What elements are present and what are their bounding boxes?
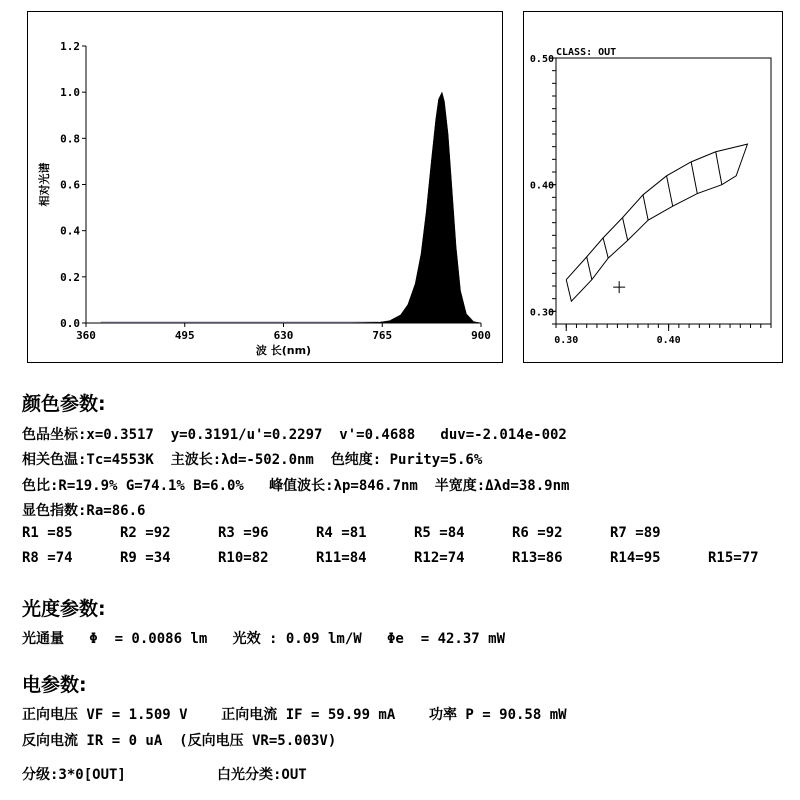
cie-x-tick-label: 0.30 — [554, 335, 579, 346]
spectrum-chart-panel — [27, 11, 503, 363]
cie-bin-divider — [623, 218, 628, 241]
cie-y-tick-label: 0.30 — [529, 307, 554, 319]
r-value-cell: R13=86 — [512, 550, 563, 566]
cct-line: 相关色温:Tc=4553K 主波长:λd=-502.0nm 色纯度: Purity=5.6% — [22, 452, 483, 468]
luminous-flux-line: 光通量 Φ = 0.0086 lm 光效 : 0.09 lm/W Φe = 42.37 mW — [22, 631, 506, 647]
photometric-title: 光度参数: — [22, 598, 106, 620]
cie-bin-region — [566, 144, 747, 301]
spectrum-chart — [28, 12, 502, 362]
cie-bin-divider — [603, 238, 608, 258]
r-value-cell: R10=82 — [218, 550, 269, 566]
reverse-line: 反向电流 IR = 0 uA (反向电压 VR=5.003V) — [22, 733, 337, 749]
cie-bin-divider — [587, 257, 592, 280]
x-tick-label: 360 — [76, 329, 96, 342]
x-axis-label: 波 长(nm) — [255, 344, 312, 357]
r-value-cell: R9 =34 — [120, 550, 171, 566]
color-ratio-line: 色比:R=19.9% G=74.1% B=6.0% 峰值波长:λp=846.7nm 半宽度:Δλd=38.9nm — [22, 478, 570, 494]
r-value-cell: R7 =89 — [610, 525, 661, 541]
r-value-cell: R11=84 — [316, 550, 367, 566]
r-value-cell: R2 =92 — [120, 525, 171, 541]
r-value-cell: R1 =85 — [22, 525, 73, 541]
r-value-cell: R8 =74 — [22, 550, 73, 566]
cie-bin-divider — [643, 195, 648, 220]
y-axis-label: 相对光谱 — [38, 162, 51, 207]
spectrum-area — [86, 92, 481, 323]
r-value-cell: R5 =84 — [414, 525, 465, 541]
r-value-cell: R6 =92 — [512, 525, 563, 541]
cri-line: 显色指数:Ra=86.6 — [22, 503, 146, 519]
y-tick-label: 0.6 — [60, 178, 80, 192]
y-tick-label: 0.8 — [60, 132, 80, 146]
y-tick-label: 0.4 — [60, 224, 80, 238]
r-value-cell: R15=77 — [708, 550, 759, 566]
x-tick-label: 630 — [273, 329, 294, 342]
cie-x-tick-label: 0.40 — [656, 335, 681, 346]
r-value-cell: R14=95 — [610, 550, 661, 566]
r-value-cell: R12=74 — [414, 550, 465, 566]
white-class-value: 白光分类:OUT — [217, 767, 307, 783]
cie-class-title: CLASS: OUT — [556, 47, 617, 58]
color-params-title: 颜色参数: — [22, 393, 106, 415]
y-tick-label: 0.0 — [60, 317, 80, 330]
y-tick-label: 1.0 — [60, 86, 80, 100]
chromaticity-line: 色品坐标:x=0.3517 y=0.3191/u'=0.2297 v'=0.4688 duv=-2.014e-002 — [22, 427, 567, 443]
cie-chart-panel — [523, 11, 783, 363]
cie-chart — [524, 12, 782, 362]
forward-line: 正向电压 VF = 1.509 V 正向电流 IF = 59.99 mA 功率 P = 90.58 mW — [22, 707, 567, 723]
cie-y-tick-label: 0.50 — [529, 54, 554, 65]
x-tick-label: 495 — [174, 329, 195, 342]
cie-y-tick-label: 0.40 — [529, 180, 554, 192]
y-tick-label: 0.2 — [60, 270, 80, 284]
cie-bin-divider — [667, 176, 673, 206]
r-value-cell: R4 =81 — [316, 525, 367, 541]
r-value-cell: R3 =96 — [218, 525, 269, 541]
cie-bin-divider — [691, 162, 697, 194]
x-tick-label: 765 — [372, 329, 393, 342]
grade-value: 分级:3*0[OUT] — [22, 767, 126, 783]
y-tick-label: 1.2 — [60, 40, 80, 53]
electrical-title: 电参数: — [22, 674, 87, 696]
cie-bin-divider — [716, 152, 722, 185]
x-tick-label: 900 — [471, 329, 491, 342]
